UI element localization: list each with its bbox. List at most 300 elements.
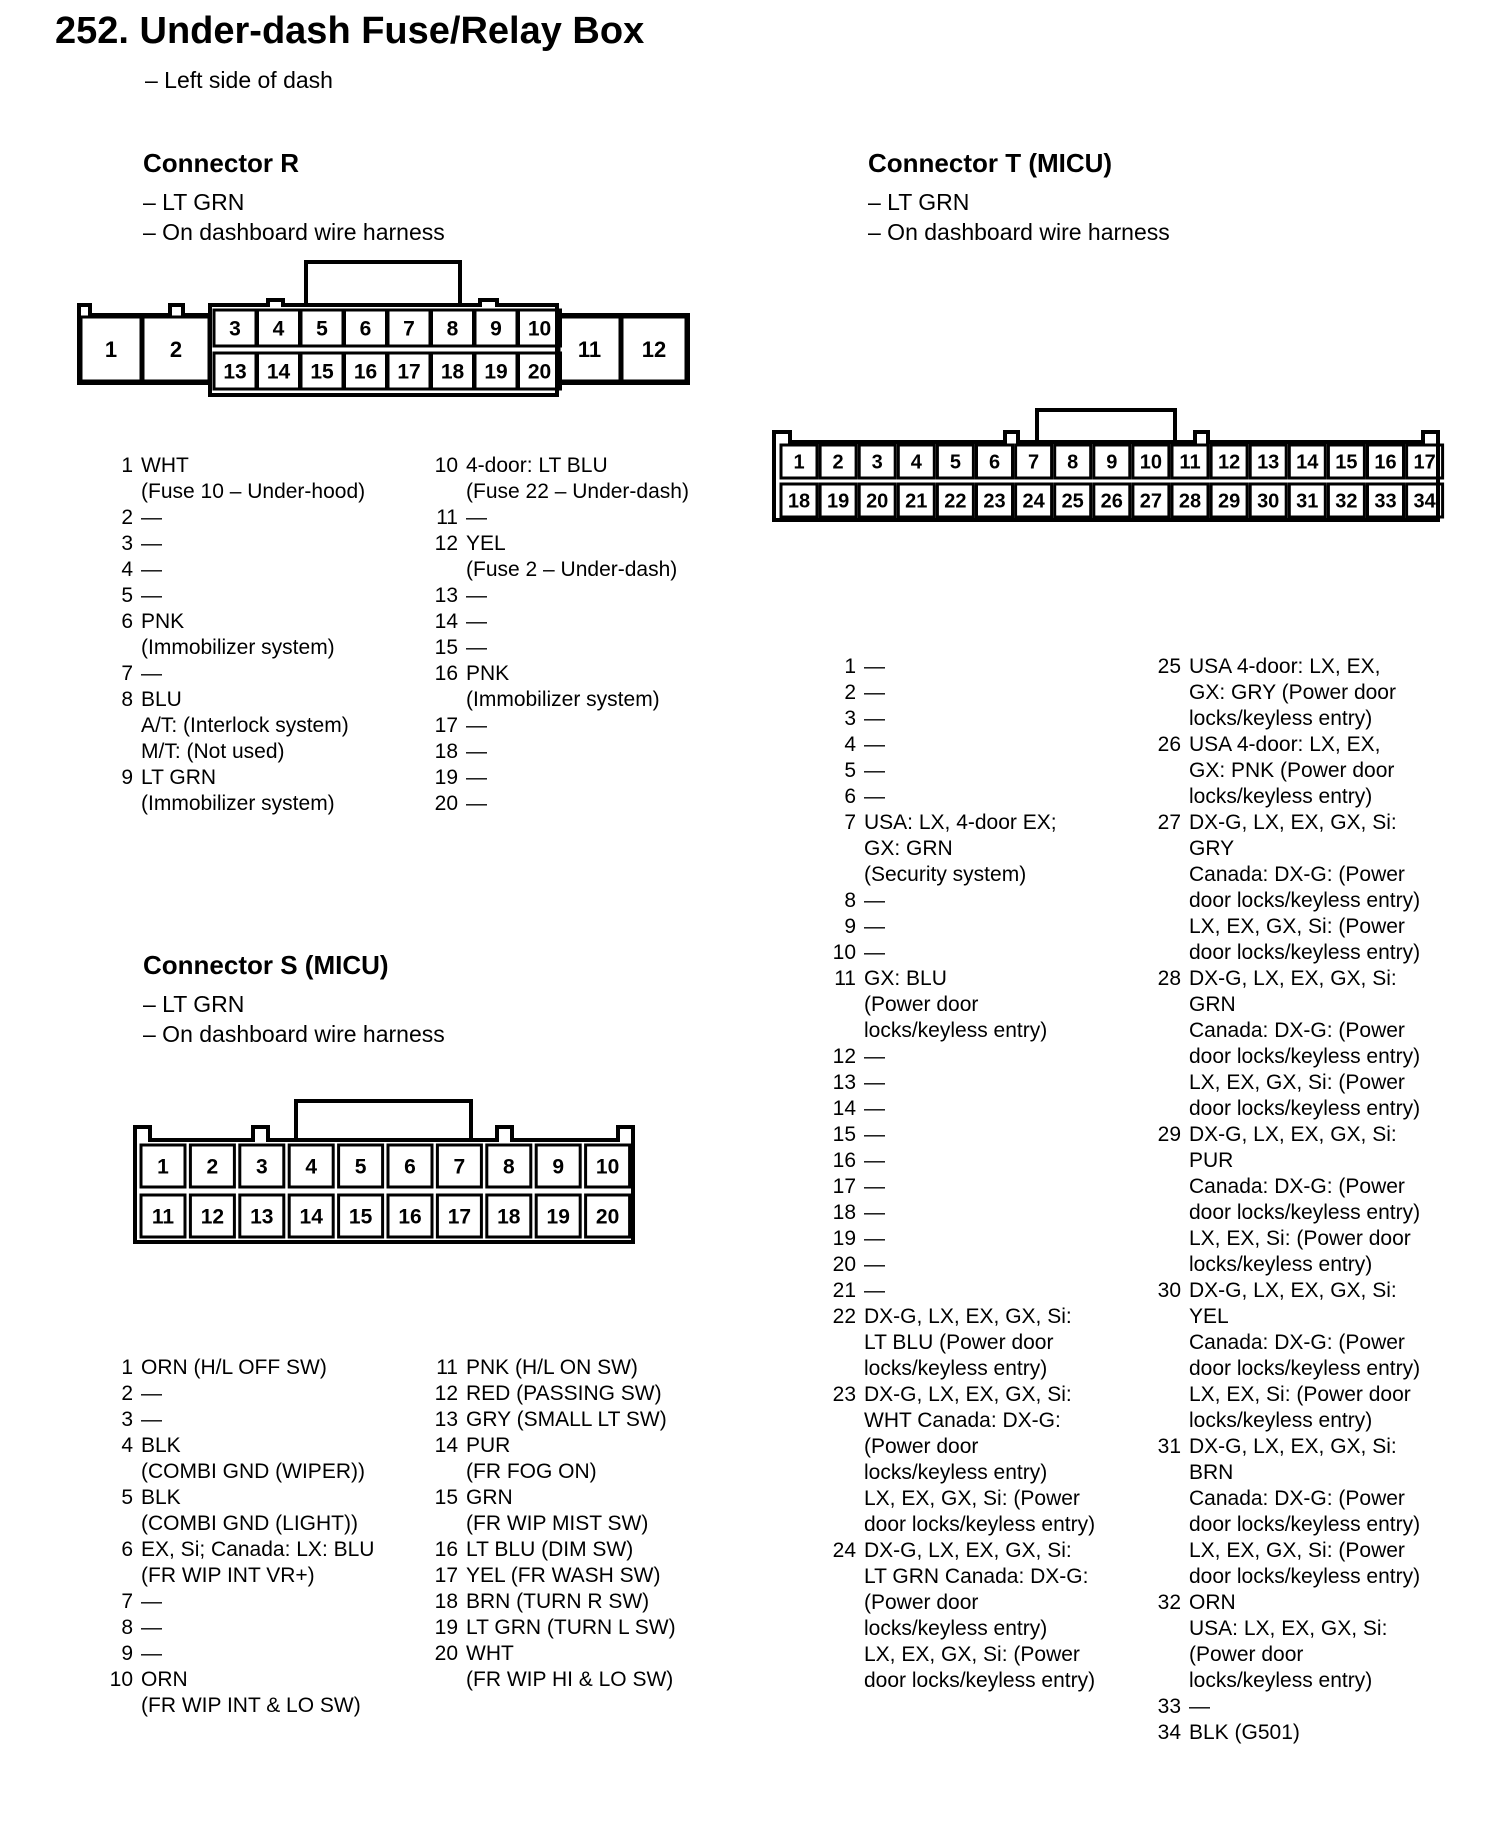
pin-number: 13 <box>434 584 458 607</box>
pin-description: LX, EX, GX, Si: (Power <box>864 1643 1080 1666</box>
connector-s-cavity-label: 10 <box>595 1155 620 1179</box>
pin-description: door locks/keyless entry) <box>1189 1513 1421 1536</box>
pin-description: door locks/keyless entry) <box>1189 1045 1421 1068</box>
connector-t-cavity-label: 6 <box>988 451 1001 474</box>
pin-description: (Immobilizer system) <box>141 792 335 815</box>
pin-description: ORN <box>1189 1591 1236 1614</box>
connector-r-cavity-label: 14 <box>266 360 291 384</box>
connector-s-pins-left <box>107 1355 407 1719</box>
connector-r-pin-19 <box>432 765 732 791</box>
connector-t-pins-left <box>830 654 1120 1694</box>
pin-description: Canada: DX-G: (Power <box>1189 1487 1405 1510</box>
pin-description: (FR WIP INT VR+) <box>141 1564 315 1587</box>
connector-s-cavity-label: 13 <box>250 1205 274 1229</box>
connector-t-cavity-label: 24 <box>1022 490 1045 513</box>
connector-t-cavity-label: 10 <box>1139 451 1163 474</box>
pin-number: 14 <box>832 1097 856 1120</box>
connector-t-pin-29 <box>1155 1122 1455 1278</box>
pin-description: — <box>864 1201 885 1224</box>
connector-t-pin-19 <box>830 1226 1120 1252</box>
pin-description: — <box>141 662 162 685</box>
pin-description: GX: GRY (Power door <box>1189 681 1396 704</box>
pin-number: 5 <box>844 759 856 782</box>
pin-number: 10 <box>109 1668 133 1691</box>
pin-description: (Power door <box>864 993 979 1016</box>
pin-description: — <box>141 1590 162 1613</box>
pin-description: LX, EX, GX, Si: (Power <box>1189 1071 1405 1094</box>
connector-r-pin-1 <box>107 453 407 505</box>
connector-s-pin-15 <box>432 1485 732 1537</box>
pin-description: GRY (SMALL LT SW) <box>466 1408 667 1431</box>
pin-description: BLK (G501) <box>1189 1721 1300 1744</box>
pin-number: 14 <box>434 1434 458 1457</box>
connector-t-cavity-label: 5 <box>949 451 961 474</box>
pin-number: 6 <box>121 1538 133 1561</box>
pin-description: YEL <box>466 532 506 555</box>
connector-r-cavity-label: 4 <box>272 317 285 341</box>
pin-number: 16 <box>434 662 458 685</box>
connector-r-pin-8 <box>107 687 407 765</box>
connector-t-cavity-label: 4 <box>910 451 922 474</box>
pin-description: ORN <box>141 1668 188 1691</box>
connector-r-color: – LT GRN <box>143 189 245 215</box>
pin-description: — <box>864 915 885 938</box>
connector-t-cavity-label: 33 <box>1374 490 1397 513</box>
connector-t-pin-11 <box>830 966 1120 1044</box>
pin-number: 8 <box>121 1616 133 1639</box>
connector-t-pin-18 <box>830 1200 1120 1226</box>
pin-number: 3 <box>121 1408 133 1431</box>
connector-s-pin-10 <box>107 1667 407 1719</box>
pin-description: (Security system) <box>864 863 1027 886</box>
connector-t-cavity-label: 34 <box>1413 490 1436 513</box>
pin-description: M/T: (Not used) <box>141 740 285 763</box>
pin-number: 15 <box>434 636 458 659</box>
connector-t-pin-12 <box>830 1044 1120 1070</box>
connector-s-pin-16 <box>432 1537 732 1563</box>
pin-number: 13 <box>434 1408 458 1431</box>
pin-number: 26 <box>1157 733 1181 756</box>
connector-t-pin-22 <box>830 1304 1120 1382</box>
connector-r-cavity-label: 11 <box>577 336 602 362</box>
pin-description: Canada: DX-G: (Power <box>1189 1175 1405 1198</box>
connector-r-pin-12 <box>432 531 732 583</box>
connector-t-pin-17 <box>830 1174 1120 1200</box>
connector-t-cavity-label: 32 <box>1335 490 1358 513</box>
connector-r-pin-6 <box>107 609 407 661</box>
pin-description: (Immobilizer system) <box>141 636 335 659</box>
pin-number: 32 <box>1157 1591 1181 1614</box>
pin-description: — <box>141 558 162 581</box>
connector-s-cavity-label: 20 <box>595 1205 620 1229</box>
pin-number: 1 <box>121 1356 133 1379</box>
pin-description: locks/keyless entry) <box>1189 785 1373 808</box>
connector-r-pin-18 <box>432 739 732 765</box>
pin-description: LX, EX, Si: (Power door <box>1189 1383 1411 1406</box>
pin-number: 12 <box>434 532 458 555</box>
pin-description: (COMBI GND (LIGHT)) <box>141 1512 358 1535</box>
connector-r-pin-14 <box>432 609 732 635</box>
connector-s-pin-18 <box>432 1589 732 1615</box>
connector-r-cavity-label: 6 <box>359 317 372 341</box>
connector-t-cavity-label: 22 <box>944 490 967 513</box>
connector-t-cavity-label: 1 <box>793 451 805 474</box>
connector-t-cavity-label: 13 <box>1257 451 1280 474</box>
connector-r-cavity-label: 9 <box>490 317 502 341</box>
pin-number: 3 <box>844 707 856 730</box>
pin-description: door locks/keyless entry) <box>1189 1201 1421 1224</box>
pin-description: GX: GRN <box>864 837 953 860</box>
connector-s-pin-3 <box>107 1407 407 1433</box>
connector-r-pin-9 <box>107 765 407 817</box>
pin-description: (Fuse 2 – Under-dash) <box>466 558 678 581</box>
pin-description: (Power door <box>1189 1643 1304 1666</box>
pin-description: (Power door <box>864 1591 979 1614</box>
connector-s-pin-9 <box>107 1641 407 1667</box>
pin-description: — <box>864 785 885 808</box>
pin-description: USA 4-door: LX, EX, <box>1189 655 1381 678</box>
pin-description: Canada: DX-G: (Power <box>1189 1331 1405 1354</box>
pin-number: 11 <box>436 506 458 529</box>
connector-s-pin-14 <box>432 1433 732 1485</box>
pin-description: (Fuse 10 – Under-hood) <box>141 480 366 503</box>
connector-s-pin-11 <box>432 1355 732 1381</box>
pin-number: 23 <box>832 1383 856 1406</box>
connector-t-pin-2 <box>830 680 1120 706</box>
pin-description: — <box>864 707 885 730</box>
pin-description: RED (PASSING SW) <box>466 1382 662 1405</box>
connector-t-cavity-label: 19 <box>826 490 850 513</box>
pin-number: 20 <box>434 792 458 815</box>
connector-r-pin-2 <box>107 505 407 531</box>
pin-description: — <box>1189 1695 1210 1718</box>
pin-description: A/T: (Interlock system) <box>141 714 349 737</box>
pin-description: — <box>864 1071 885 1094</box>
pin-number: 2 <box>121 1382 133 1405</box>
connector-t-cavity-label: 21 <box>905 490 928 513</box>
connector-t-pin-20 <box>830 1252 1120 1278</box>
connector-t-cavity-label: 8 <box>1067 451 1079 474</box>
connector-s-cavity-label: 17 <box>447 1205 472 1229</box>
pin-number: 30 <box>1157 1279 1181 1302</box>
connector-r-pin-15 <box>432 635 732 661</box>
connector-r-cavity-label: 19 <box>484 360 508 384</box>
pin-number: 17 <box>434 714 458 737</box>
pin-number: 2 <box>121 506 133 529</box>
pin-description: — <box>141 532 162 555</box>
connector-r-cavity-label: 18 <box>440 360 465 384</box>
pin-description: locks/keyless entry) <box>864 1461 1048 1484</box>
pin-number: 5 <box>121 1486 133 1509</box>
pin-number: 2 <box>844 681 856 704</box>
connector-t-cavity-label: 2 <box>832 451 844 474</box>
pin-description: — <box>141 506 162 529</box>
connector-r-pin-7 <box>107 661 407 687</box>
pin-description: — <box>466 636 487 659</box>
pin-description: door locks/keyless entry) <box>1189 941 1421 964</box>
connector-t-cavity-label: 20 <box>866 490 889 513</box>
pin-description: — <box>141 1408 162 1431</box>
pin-number: 4 <box>121 558 133 581</box>
pin-number: 19 <box>434 1616 458 1639</box>
pin-description: — <box>864 941 885 964</box>
pin-description: BLU <box>141 688 182 711</box>
pin-number: 17 <box>832 1175 856 1198</box>
pin-description: LX, EX, GX, Si: (Power <box>1189 1539 1405 1562</box>
connector-t-cavity-label: 7 <box>1028 451 1040 474</box>
pin-description: — <box>864 733 885 756</box>
connector-r-cavity-label: 7 <box>403 317 415 341</box>
pin-description: DX-G, LX, EX, GX, Si: <box>1189 967 1397 990</box>
connector-s-pins-right <box>432 1355 732 1693</box>
connector-t-location: – On dashboard wire harness <box>868 219 1170 245</box>
connector-s-pin-20 <box>432 1641 732 1693</box>
pin-description: door locks/keyless entry) <box>1189 1357 1421 1380</box>
pin-description: (FR WIP HI & LO SW) <box>466 1668 674 1691</box>
pin-description: (COMBI GND (WIPER)) <box>141 1460 365 1483</box>
pin-description: locks/keyless entry) <box>1189 1253 1373 1276</box>
connector-t-pin-5 <box>830 758 1120 784</box>
pin-description: locks/keyless entry) <box>1189 1409 1373 1432</box>
pin-description: — <box>864 1149 885 1172</box>
connector-r-pin-13 <box>432 583 732 609</box>
connector-t-pin-1 <box>830 654 1120 680</box>
pin-description: (FR FOG ON) <box>466 1460 597 1483</box>
pin-number: 3 <box>121 532 133 555</box>
pin-number: 16 <box>832 1149 856 1172</box>
connector-t-cavity-label: 31 <box>1296 490 1319 513</box>
connector-s-cavity-label: 12 <box>200 1205 225 1229</box>
pin-description: LT GRN Canada: DX-G: <box>864 1565 1089 1588</box>
connector-t-pins-right <box>1155 654 1455 1746</box>
pin-description: 4-door: LT BLU <box>466 454 608 477</box>
pin-description: locks/keyless entry) <box>1189 1669 1373 1692</box>
connector-s-cavity-label: 19 <box>546 1205 570 1229</box>
pin-number: 27 <box>1157 811 1181 834</box>
connector-t-pin-33 <box>1155 1694 1455 1720</box>
connector-r-cavity-label: 12 <box>641 336 667 362</box>
pin-description: BLK <box>141 1486 181 1509</box>
connector-r-pin-11 <box>432 505 732 531</box>
pin-number: 1 <box>121 454 133 477</box>
pin-number: 9 <box>121 766 133 789</box>
pin-number: 13 <box>832 1071 856 1094</box>
pin-number: 4 <box>121 1434 133 1457</box>
pin-description: PNK <box>466 662 510 685</box>
connector-s-pin-12 <box>432 1381 732 1407</box>
pin-number: 7 <box>844 811 856 834</box>
pin-description: YEL (FR WASH SW) <box>466 1564 661 1587</box>
connector-t-color: – LT GRN <box>868 189 970 215</box>
pin-number: 5 <box>121 584 133 607</box>
pin-description: PNK (H/L ON SW) <box>466 1356 638 1379</box>
pin-description: door locks/keyless entry) <box>864 1513 1096 1536</box>
connector-t-cavity-label: 29 <box>1217 490 1241 513</box>
connector-t-pin-27 <box>1155 810 1455 966</box>
pin-number: 15 <box>434 1486 458 1509</box>
connector-t-title: Connector T (MICU) <box>868 148 1113 178</box>
connector-t-pin-23 <box>830 1382 1120 1538</box>
connector-s-cavity-label: 9 <box>552 1155 565 1179</box>
pin-description: — <box>466 506 487 529</box>
pin-number: 8 <box>121 688 133 711</box>
connector-r-location: – On dashboard wire harness <box>143 219 445 245</box>
connector-t-cavity-label: 16 <box>1374 451 1397 474</box>
pin-description: — <box>141 1616 162 1639</box>
connector-s-pin-13 <box>432 1407 732 1433</box>
connector-s-pin-7 <box>107 1589 407 1615</box>
pin-number: 18 <box>434 740 458 763</box>
pin-number: 14 <box>434 610 458 633</box>
connector-r-cavity-label: 10 <box>527 317 552 341</box>
connector-r-pin-5 <box>107 583 407 609</box>
pin-number: 10 <box>832 941 856 964</box>
connector-t-cells <box>781 445 1443 517</box>
pin-description: PUR <box>466 1434 511 1457</box>
pin-number: 20 <box>434 1642 458 1665</box>
pin-description: (Power door <box>864 1435 979 1458</box>
connector-r-cavity-label: 3 <box>229 317 241 341</box>
pin-description: door locks/keyless entry) <box>1189 1565 1421 1588</box>
pin-description: Canada: DX-G: (Power <box>1189 863 1405 886</box>
pin-description: — <box>141 1642 162 1665</box>
pin-description: door locks/keyless entry) <box>864 1669 1096 1692</box>
pin-description: DX-G, LX, EX, GX, Si: <box>1189 1435 1397 1458</box>
pin-description: YEL <box>1189 1305 1229 1328</box>
pin-description: — <box>466 584 487 607</box>
connector-s-cavity-label: 5 <box>354 1155 367 1179</box>
connector-r-pin-3 <box>107 531 407 557</box>
connector-r-cavity-label: 15 <box>310 360 334 384</box>
connector-t-pin-6 <box>830 784 1120 810</box>
pin-description: — <box>466 610 487 633</box>
connector-s-cavity-label: 11 <box>151 1205 175 1229</box>
pin-description: door locks/keyless entry) <box>1189 1097 1421 1120</box>
pin-description: Canada: DX-G: (Power <box>1189 1019 1405 1042</box>
connector-t-pin-14 <box>830 1096 1120 1122</box>
pin-number: 19 <box>832 1227 856 1250</box>
connector-t-cavity-label: 23 <box>983 490 1006 513</box>
connector-s-color: – LT GRN <box>143 991 245 1017</box>
pin-number: 1 <box>844 655 856 678</box>
connector-r-pin-10 <box>432 453 732 505</box>
pin-description: GRN <box>466 1486 513 1509</box>
connector-s-cavity-label: 16 <box>398 1205 422 1229</box>
connector-s-cavity-label: 15 <box>348 1205 373 1229</box>
pin-description: GRN <box>1189 993 1236 1016</box>
pin-number: 24 <box>832 1539 856 1562</box>
pin-number: 7 <box>121 1590 133 1613</box>
pin-number: 9 <box>121 1642 133 1665</box>
pin-number: 22 <box>832 1305 856 1328</box>
connector-s-cavity-label: 7 <box>453 1155 466 1179</box>
connector-r-cavity-label: 1 <box>104 336 118 362</box>
pin-description: locks/keyless entry) <box>864 1357 1048 1380</box>
connector-t-pin-8 <box>830 888 1120 914</box>
pin-number: 28 <box>1157 967 1181 990</box>
connector-t-pin-21 <box>830 1278 1120 1304</box>
connector-t-pin-10 <box>830 940 1120 966</box>
pin-description: LT GRN <box>141 766 217 789</box>
connector-t-pin-7 <box>830 810 1120 888</box>
connector-s-cavity-label: 18 <box>497 1205 521 1229</box>
connector-s-cavity-label: 4 <box>305 1155 318 1179</box>
connector-s-cells <box>141 1145 630 1237</box>
pin-description: DX-G, LX, EX, GX, Si: <box>864 1383 1072 1406</box>
pin-description: — <box>466 714 487 737</box>
connector-r-cavity-label: 2 <box>169 336 183 362</box>
pin-number: 34 <box>1157 1721 1181 1744</box>
pin-description: — <box>864 655 885 678</box>
pin-number: 6 <box>121 610 133 633</box>
pin-description: BRN <box>1189 1461 1234 1484</box>
connector-r-pins-left <box>107 453 407 817</box>
connector-t-pin-32 <box>1155 1590 1455 1694</box>
pin-description: USA 4-door: LX, EX, <box>1189 733 1381 756</box>
connector-r-cavity-label: 16 <box>353 360 378 384</box>
connector-s-pin-6 <box>107 1537 407 1589</box>
pin-description: — <box>141 584 162 607</box>
connector-t-pin-13 <box>830 1070 1120 1096</box>
pin-description: — <box>466 792 487 815</box>
pin-number: 4 <box>844 733 856 756</box>
pin-number: 33 <box>1157 1695 1181 1718</box>
pin-description: (Immobilizer system) <box>466 688 660 711</box>
pin-description: (FR WIP MIST SW) <box>466 1512 649 1535</box>
connector-r-cavity-label: 20 <box>527 360 552 384</box>
connector-r-pin-4 <box>107 557 407 583</box>
connector-t-cavity-label: 9 <box>1106 451 1118 474</box>
page-title: 252. Under-dash Fuse/Relay Box <box>55 10 645 52</box>
pin-description: — <box>864 1175 885 1198</box>
pin-description: DX-G, LX, EX, GX, Si: <box>864 1305 1072 1328</box>
pin-description: EX, Si; Canada: LX: BLU <box>141 1538 375 1561</box>
pin-description: BLK <box>141 1434 181 1457</box>
connector-t-pin-31 <box>1155 1434 1455 1590</box>
pin-number: 21 <box>832 1279 856 1302</box>
connector-s-cavity-label: 2 <box>206 1155 219 1179</box>
pin-description: PUR <box>1189 1149 1234 1172</box>
pin-description: — <box>864 1097 885 1120</box>
pin-description: DX-G, LX, EX, GX, Si: <box>1189 811 1397 834</box>
connector-s-title: Connector S (MICU) <box>143 950 389 980</box>
pin-number: 11 <box>834 967 856 990</box>
pin-number: 10 <box>434 454 458 477</box>
connector-s-cavity-label: 1 <box>157 1155 169 1179</box>
pin-description: DX-G, LX, EX, GX, Si: <box>1189 1279 1397 1302</box>
connector-t-cavity-label: 26 <box>1100 490 1123 513</box>
connector-t-cavity-label: 27 <box>1139 490 1163 513</box>
pin-description: — <box>864 889 885 912</box>
connector-s-cavity-label: 14 <box>299 1205 323 1229</box>
pin-number: 16 <box>434 1538 458 1561</box>
connector-r-diagram <box>79 262 688 395</box>
connector-t-pin-34 <box>1155 1720 1455 1746</box>
pin-description: locks/keyless entry) <box>864 1019 1048 1042</box>
pin-description: — <box>864 759 885 782</box>
connector-r-title: Connector R <box>143 148 299 178</box>
connector-r-cavity-label: 17 <box>397 360 421 384</box>
pin-number: 18 <box>832 1201 856 1224</box>
pin-description: PNK <box>141 610 185 633</box>
connector-r-pin-16 <box>432 661 732 713</box>
pin-description: USA: LX, 4-door EX; <box>864 811 1057 834</box>
pin-description: LX, EX, Si: (Power door <box>1189 1227 1411 1250</box>
pin-description: WHT Canada: DX-G: <box>864 1409 1061 1432</box>
pin-description: (FR WIP INT & LO SW) <box>141 1694 361 1717</box>
connector-r-cavity-label: 8 <box>446 317 459 341</box>
pin-number: 31 <box>1157 1435 1181 1458</box>
